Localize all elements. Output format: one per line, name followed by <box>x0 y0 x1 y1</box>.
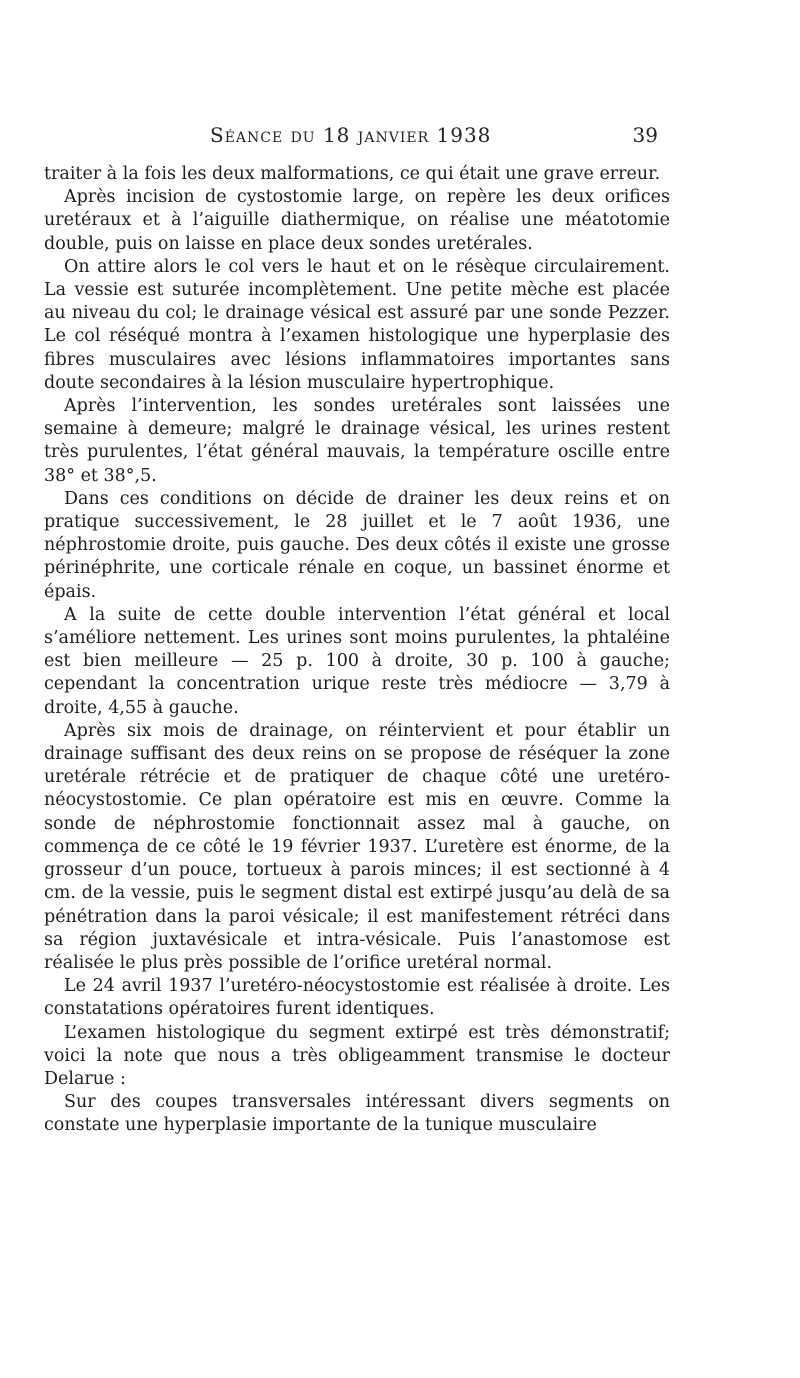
paragraph-nephrostomy: Dans ces conditions on décide de drainer les deux reins et on pratique successivement, le 28 juillet et le 7 août 1936, une néphrostomie droite, puis gauche. Des deux côtés il existe une grosse périnéphrite, une corticale rénale en coque, un bassinet énorme et épais. <box>44 488 670 602</box>
paragraph-reintervention: Après six mois de drainage, on réintervient et pour établir un drainage suffisant des deux reins on se propose de réséquer la zone uretérale rétrécie et de pratiquer de chaque côté une uretéro-néocystostomie. Ce plan opératoire est mis en œuvre. Comme la sonde de néphrostomie fonctionnait assez mal à gauche, on commença de ce côté le 19 février 1937. L’uretère est énorme, de la grosseur d’un pouce, tortueux à parois minces; il est sectionné à 4 cm. de la vessie, puis le segment distal est extirpé jusqu’au delà de sa pénétration dans la paroi vésicale; il est manifestement rétréci dans sa région juxtavésicale et intra-vésicale. Puis l’anastomose est réalisée le plus près possible de l’orifice uretéral normal. <box>44 720 670 973</box>
paragraph-right-side: Le 24 avril 1937 l’uretéro-néocystostomie est réalisée à droite. Les constatations opératoires furent identiques. <box>44 976 670 1020</box>
paragraph-incision: Après incision de cystostomie large, on repère les deux orifices uretéraux et à l’aiguille diathermique, on réalise une méatotomie double, puis on laisse en place deux sondes uretérales. <box>44 187 670 254</box>
running-header <box>210 120 658 150</box>
paragraph-histology-findings: Sur des coupes transversales intéressant divers segments on constate une hyperplasie importante de la tunique musculaire <box>44 1092 670 1136</box>
paragraph-histology-intro: L’examen histologique du segment extirpé est très démonstratif; voici la note que nous a très obligeamment transmise le docteur Delarue : <box>44 1022 670 1089</box>
paragraph-post-intervention: Après l’intervention, les sondes uretérales sont laissées une semaine à demeure; malgré le drainage vésical, les urines restent très purulentes, l’état général mauvais, la température oscille entre 38° et 38°,5. <box>44 396 670 486</box>
body-text <box>44 163 670 1138</box>
paragraph-improvement: A la suite de cette double intervention l’état général et local s’améliore nettement. Les urines sont moins purulentes, la phtaléine est bien meilleure — 25 p. 100 à droite, 30 p. 100 à gauche; cependant la concentration urique reste très médiocre — 3,79 à droite, 4,55 à gauche. <box>44 604 670 718</box>
page-number: 39 <box>632 123 658 147</box>
running-title: Séance du 18 janvier 1938 <box>210 123 492 147</box>
paragraph-continuation: traiter à la fois les deux malformations, ce qui était une grave erreur. <box>44 164 661 184</box>
paragraph-col-resection: On attire alors le col vers le haut et on le résèque circulairement. La vessie est suturée incomplètement. Une petite mèche est placée au niveau du col; le drainage vésical est assuré par une sonde Pezzer. Le col réséqué montra à l’examen histologique une hyperplasie des fibres musculaires avec lésions inflammatoires importantes sans doute secondaires à la lésion musculaire hypertrophique. <box>44 256 670 393</box>
